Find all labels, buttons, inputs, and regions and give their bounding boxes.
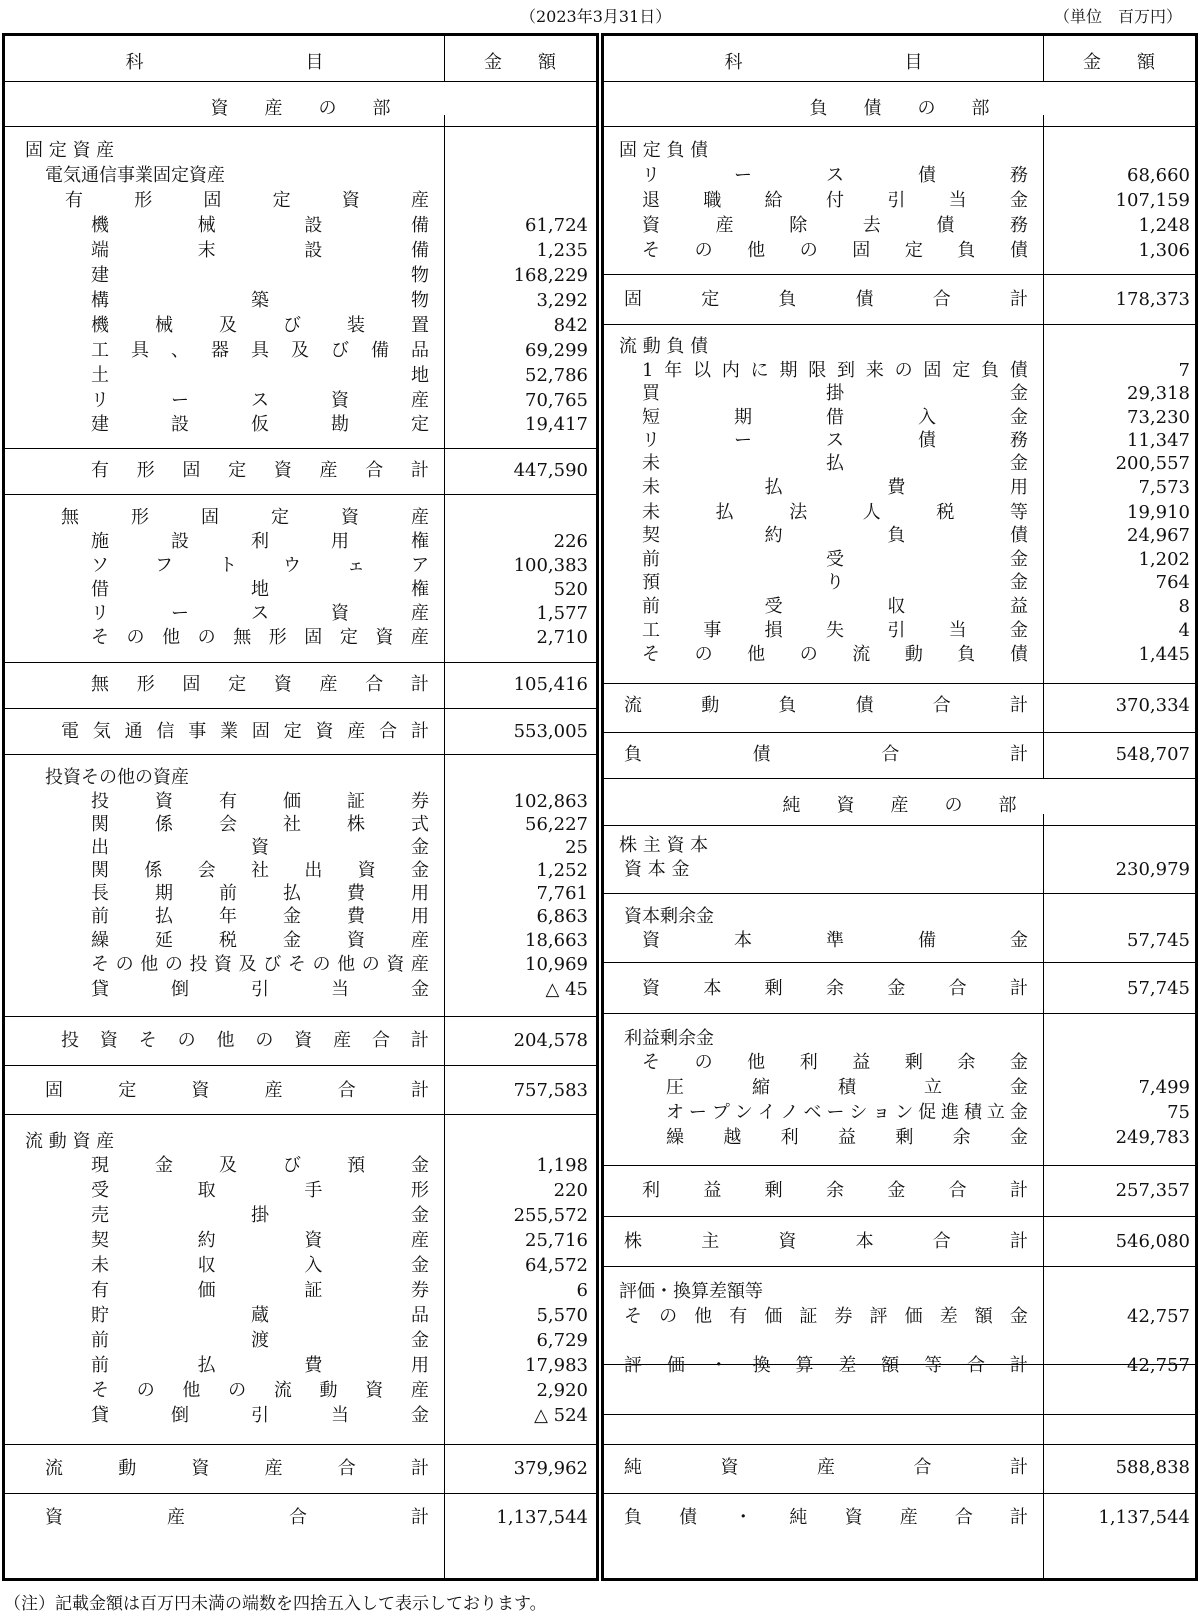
row-amount: 57,745 bbox=[1127, 930, 1190, 951]
row-label: 未 払 金 bbox=[642, 453, 1028, 474]
row-label: リ ー ス 資 産 bbox=[91, 390, 429, 411]
table-row bbox=[604, 1051, 1195, 1075]
row-label: 工 具 、 器 具 及 び 備 品 bbox=[91, 340, 429, 361]
table-row bbox=[604, 189, 1195, 213]
row-amount: 204,578 bbox=[513, 1030, 588, 1051]
table-row bbox=[604, 743, 1195, 767]
table-row bbox=[5, 859, 596, 883]
row-divider bbox=[604, 1165, 1195, 1166]
row-amount: 61,724 bbox=[525, 215, 588, 236]
row-divider bbox=[604, 962, 1195, 963]
row-divider bbox=[5, 448, 596, 449]
row-amount: 548,707 bbox=[1115, 744, 1190, 765]
table-row bbox=[604, 1179, 1195, 1203]
row-label: ソ フ ト ウ ェ ア bbox=[91, 555, 429, 576]
table-row bbox=[604, 382, 1195, 406]
table-row bbox=[5, 905, 596, 929]
row-label: 負 債 合 計 bbox=[624, 744, 1028, 765]
row-label: 借 地 権 bbox=[91, 579, 429, 600]
row-amount: 19,417 bbox=[525, 414, 588, 435]
table-row bbox=[5, 189, 596, 213]
row-amount: 178,373 bbox=[1115, 289, 1190, 310]
table-row bbox=[604, 335, 1195, 359]
table-row bbox=[5, 1506, 596, 1530]
row-amount: 1,577 bbox=[536, 603, 588, 624]
row-label: 関 係 会 社 出 資 金 bbox=[91, 860, 429, 881]
section-title: 純 資 産 の 部 bbox=[782, 795, 1017, 816]
table-row bbox=[5, 626, 596, 650]
table-row bbox=[604, 406, 1195, 430]
table-row bbox=[5, 1154, 596, 1178]
table-row bbox=[604, 694, 1195, 718]
row-label: 流 動 負 債 合 計 bbox=[624, 695, 1028, 716]
row-label: 未 払 費 用 bbox=[642, 477, 1028, 498]
row-label: 資 本 剰 余 金 合 計 bbox=[642, 978, 1028, 999]
row-label: 流 動 資 産 合 計 bbox=[45, 1458, 429, 1479]
table-row bbox=[5, 836, 596, 860]
row-label: 純 資 産 合 計 bbox=[624, 1457, 1028, 1478]
row-divider bbox=[604, 1414, 1195, 1415]
row-divider bbox=[5, 494, 596, 495]
row-label: 端 末 設 備 bbox=[91, 240, 429, 261]
table-row bbox=[604, 1506, 1195, 1530]
table-row bbox=[604, 929, 1195, 953]
table-row bbox=[604, 1305, 1195, 1329]
table-row bbox=[604, 1126, 1195, 1150]
row-amount: 6,863 bbox=[536, 906, 588, 927]
row-amount: 73,230 bbox=[1127, 407, 1190, 428]
row-label: 固 定 負 債 bbox=[619, 140, 709, 161]
table-row bbox=[5, 459, 596, 483]
row-label: そ の 他 利 益 剰 余 金 bbox=[642, 1052, 1028, 1073]
table-row bbox=[5, 602, 596, 626]
row-amount: 553,005 bbox=[513, 721, 588, 742]
row-label: 繰 延 税 金 資 産 bbox=[91, 930, 429, 951]
row-label: 繰 越 利 益 剰 余 金 bbox=[666, 1127, 1028, 1148]
row-amount: 6,729 bbox=[536, 1330, 588, 1351]
row-amount: 1,137,544 bbox=[496, 1507, 588, 1528]
row-amount: 546,080 bbox=[1115, 1231, 1190, 1252]
row-divider bbox=[604, 1216, 1195, 1217]
table-row bbox=[5, 766, 596, 790]
table-row bbox=[604, 1076, 1195, 1100]
row-label: そ の 他 の 流 動 負 債 bbox=[642, 644, 1028, 665]
table-row bbox=[5, 1304, 596, 1328]
row-amount: 3,292 bbox=[536, 290, 588, 311]
row-amount: 42,757 bbox=[1127, 1355, 1190, 1376]
row-label: 資 本 準 備 金 bbox=[642, 930, 1028, 951]
row-amount: 100,383 bbox=[513, 555, 588, 576]
row-label: 株 主 資 本 合 計 bbox=[624, 1231, 1028, 1252]
row-amount: 588,838 bbox=[1115, 1457, 1190, 1478]
row-label: 構 築 物 bbox=[91, 290, 429, 311]
row-divider bbox=[5, 1114, 596, 1115]
table-row bbox=[604, 359, 1195, 383]
row-label: 契 約 負 債 bbox=[642, 525, 1028, 546]
row-label: そ の 他 の 流 動 資 産 bbox=[91, 1380, 429, 1401]
row-label: 評価・換算差額等 bbox=[619, 1281, 763, 1302]
row-amount: 1,252 bbox=[536, 860, 588, 881]
row-divider bbox=[5, 126, 596, 127]
row-label: 無 形 固 定 資 産 合 計 bbox=[91, 674, 429, 695]
row-label: 出 資 金 bbox=[91, 837, 429, 858]
row-divider bbox=[5, 1493, 596, 1494]
row-label: 有 価 証 券 bbox=[91, 1280, 429, 1301]
table-row bbox=[5, 554, 596, 578]
table-row bbox=[604, 139, 1195, 163]
row-label: そ の 他 有 価 証 券 評 価 差 額 金 bbox=[624, 1306, 1028, 1327]
table-row bbox=[5, 530, 596, 554]
row-amount: 7,761 bbox=[536, 883, 588, 904]
row-label: 前 払 費 用 bbox=[91, 1355, 429, 1376]
row-label: 関 係 会 社 株 式 bbox=[91, 814, 429, 835]
row-amount: 107,159 bbox=[1115, 190, 1190, 211]
table-row bbox=[5, 953, 596, 977]
row-amount: 1,235 bbox=[536, 240, 588, 261]
row-label: 退 職 給 付 引 当 金 bbox=[642, 190, 1028, 211]
row-label: 前 受 金 bbox=[642, 549, 1028, 570]
row-divider bbox=[604, 893, 1195, 894]
row-divider bbox=[5, 662, 596, 663]
table-row bbox=[5, 139, 596, 163]
liabilities-net-assets-table bbox=[601, 33, 1198, 1581]
row-amount: 6 bbox=[576, 1280, 588, 1301]
row-amount: 447,590 bbox=[513, 460, 588, 481]
table-row bbox=[604, 571, 1195, 595]
table-row bbox=[604, 595, 1195, 619]
row-amount: 11,347 bbox=[1127, 430, 1190, 451]
table-row bbox=[604, 429, 1195, 453]
row-label: 預 り 金 bbox=[642, 572, 1028, 593]
row-label: 投 資 有 価 証 券 bbox=[91, 791, 429, 812]
table-row bbox=[5, 214, 596, 238]
row-amount: 757,583 bbox=[513, 1080, 588, 1101]
row-divider bbox=[604, 1493, 1195, 1494]
table-row bbox=[5, 929, 596, 953]
row-label: 固 定 資 産 合 計 bbox=[45, 1080, 429, 1101]
table-row bbox=[5, 264, 596, 288]
row-label: 工 事 損 失 引 当 金 bbox=[642, 620, 1028, 641]
row-label: 資 本 金 bbox=[624, 859, 690, 880]
amount-column-header: 金 額 bbox=[484, 52, 556, 73]
row-amount: 168,229 bbox=[513, 265, 588, 286]
row-amount: 75 bbox=[1167, 1102, 1190, 1123]
row-label: 機 械 設 備 bbox=[91, 215, 429, 236]
table-row bbox=[5, 1329, 596, 1353]
table-row bbox=[5, 164, 596, 188]
row-amount: 200,557 bbox=[1115, 453, 1190, 474]
table-row bbox=[5, 239, 596, 263]
table-row bbox=[604, 643, 1195, 667]
row-label: 建 物 bbox=[91, 265, 429, 286]
row-divider bbox=[604, 274, 1195, 275]
table-row bbox=[604, 452, 1195, 476]
row-amount: △ 524 bbox=[534, 1405, 588, 1426]
row-divider bbox=[604, 1266, 1195, 1267]
row-label: 電気通信事業固定資産 bbox=[45, 165, 225, 186]
table-row bbox=[5, 1457, 596, 1481]
table-row bbox=[604, 977, 1195, 1001]
row-label: リ ー ス 債 務 bbox=[642, 165, 1028, 186]
row-amount: 102,863 bbox=[513, 791, 588, 812]
table-row bbox=[604, 1456, 1195, 1480]
row-label: 資本剰余金 bbox=[624, 906, 714, 927]
row-label: リ ー ス 資 産 bbox=[91, 603, 429, 624]
row-amount: 1,445 bbox=[1138, 644, 1190, 665]
row-label: 株 主 資 本 bbox=[619, 835, 709, 856]
row-label: 現 金 及 び 預 金 bbox=[91, 1155, 429, 1176]
table-row bbox=[5, 1254, 596, 1278]
row-label: 契 約 資 産 bbox=[91, 1230, 429, 1251]
row-label: リ ー ス 債 務 bbox=[642, 430, 1028, 451]
row-label: 利 益 剰 余 金 合 計 bbox=[642, 1180, 1028, 1201]
table-row bbox=[5, 1404, 596, 1428]
row-amount: 4 bbox=[1178, 620, 1190, 641]
row-label: 資 産 除 去 債 務 bbox=[642, 215, 1028, 236]
row-amount: 1,137,544 bbox=[1098, 1507, 1190, 1528]
row-label: 流 動 負 債 bbox=[619, 336, 709, 357]
table-row bbox=[5, 673, 596, 697]
footnote: （注）記載金額は百万円未満の端数を四捨五入して表示しております。 bbox=[4, 1594, 547, 1614]
row-label: 投 資 そ の 他 の 資 産 合 計 bbox=[61, 1030, 429, 1051]
row-divider bbox=[5, 708, 596, 709]
row-amount: 8 bbox=[1178, 596, 1190, 617]
row-label: 建 設 仮 勘 定 bbox=[91, 414, 429, 435]
row-amount: 7,499 bbox=[1138, 1077, 1190, 1098]
row-amount: 105,416 bbox=[513, 674, 588, 695]
table-row bbox=[5, 413, 596, 437]
table-row bbox=[5, 1179, 596, 1203]
row-label: 前 払 年 金 費 用 bbox=[91, 906, 429, 927]
row-amount: 24,967 bbox=[1127, 525, 1190, 546]
table-row bbox=[5, 1229, 596, 1253]
row-amount: 68,660 bbox=[1127, 165, 1190, 186]
table-row bbox=[5, 506, 596, 530]
row-label: 土 地 bbox=[91, 365, 429, 386]
table-row bbox=[5, 720, 596, 744]
table-row bbox=[604, 834, 1195, 858]
amount-column-header: 金 額 bbox=[1083, 52, 1155, 73]
row-amount: 18,663 bbox=[525, 930, 588, 951]
row-label: 長 期 前 払 費 用 bbox=[91, 883, 429, 904]
section-title: 資 産 の 部 bbox=[210, 98, 391, 119]
row-label: 無 形 固 定 資 産 bbox=[61, 507, 429, 528]
row-divider bbox=[604, 324, 1195, 325]
row-amount: 25,716 bbox=[525, 1230, 588, 1251]
row-label: 未 払 法 人 税 等 bbox=[642, 502, 1028, 523]
table-row bbox=[604, 214, 1195, 238]
row-label: 前 受 収 益 bbox=[642, 596, 1028, 617]
row-amount: 29,318 bbox=[1127, 383, 1190, 404]
table-row bbox=[5, 389, 596, 413]
row-label: 固 定 資 産 bbox=[25, 140, 115, 161]
row-divider bbox=[604, 825, 1195, 826]
row-divider bbox=[604, 1444, 1195, 1445]
row-amount: 1,306 bbox=[1138, 240, 1190, 261]
row-label: 資 産 合 計 bbox=[45, 1507, 429, 1528]
row-label: 流 動 資 産 bbox=[25, 1131, 115, 1152]
row-label: 買 掛 金 bbox=[642, 383, 1028, 404]
table-row bbox=[5, 314, 596, 338]
row-label: 圧 縮 積 立 金 bbox=[666, 1077, 1028, 1098]
table-row bbox=[5, 339, 596, 363]
row-amount: 1,202 bbox=[1138, 549, 1190, 570]
row-label: 前 渡 金 bbox=[91, 1330, 429, 1351]
row-label: 売 掛 金 bbox=[91, 1205, 429, 1226]
row-amount: 220 bbox=[553, 1180, 588, 1201]
table-row bbox=[604, 1280, 1195, 1304]
section-title: 負 債 の 部 bbox=[809, 98, 990, 119]
row-amount: 764 bbox=[1155, 572, 1190, 593]
row-amount: 257,357 bbox=[1115, 1180, 1190, 1201]
row-label: 評 価 ・ 換 算 差 額 等 合 計 bbox=[624, 1355, 1028, 1376]
row-label: 電 気 通 信 事 業 固 定 資 産 合 計 bbox=[61, 721, 429, 742]
row-amount: 5,570 bbox=[536, 1305, 588, 1326]
row-amount: 56,227 bbox=[525, 814, 588, 835]
row-amount: 7,573 bbox=[1138, 477, 1190, 498]
row-amount: 249,783 bbox=[1115, 1127, 1190, 1148]
row-amount: 52,786 bbox=[525, 365, 588, 386]
row-divider bbox=[604, 1013, 1195, 1014]
table-row bbox=[5, 1279, 596, 1303]
table-row bbox=[5, 978, 596, 1002]
row-label: 有 形 固 定 資 産 bbox=[65, 190, 429, 211]
row-label: オ ー プ ン イ ノ ベ ー シ ョ ン 促 進 積 立 金 bbox=[666, 1102, 1028, 1123]
row-divider bbox=[604, 683, 1195, 684]
table-row bbox=[604, 548, 1195, 572]
table-row bbox=[604, 1354, 1195, 1378]
row-amount: 1,248 bbox=[1138, 215, 1190, 236]
row-divider bbox=[5, 1065, 596, 1066]
subject-column-header: 科 目 bbox=[724, 52, 923, 73]
row-label: 負 債 ・ 純 資 産 合 計 bbox=[624, 1507, 1028, 1528]
row-amount: 10,969 bbox=[525, 954, 588, 975]
row-amount: 842 bbox=[553, 315, 588, 336]
row-label: 利益剰余金 bbox=[624, 1028, 714, 1049]
table-row bbox=[604, 524, 1195, 548]
report-date: （2023年3月31日） bbox=[520, 7, 672, 26]
table-row bbox=[5, 1130, 596, 1154]
table-row bbox=[5, 578, 596, 602]
table-row bbox=[5, 364, 596, 388]
unit-label: （単位 百万円） bbox=[1053, 7, 1182, 26]
row-amount: 1,198 bbox=[536, 1155, 588, 1176]
row-divider bbox=[5, 1444, 596, 1445]
row-label: そ の 他 の 投 資 及 び そ の 他 の 資 産 bbox=[91, 954, 429, 975]
row-amount: 520 bbox=[553, 579, 588, 600]
table-row bbox=[604, 476, 1195, 500]
row-amount: 17,983 bbox=[525, 1355, 588, 1376]
table-row bbox=[5, 1354, 596, 1378]
table-row bbox=[5, 1204, 596, 1228]
row-amount: 379,962 bbox=[513, 1458, 588, 1479]
table-row bbox=[604, 1101, 1195, 1125]
row-amount: 370,334 bbox=[1115, 695, 1190, 716]
row-divider bbox=[5, 754, 596, 755]
row-label: 1 年 以 内 に 期 限 到 来 の 固 定 負 債 bbox=[642, 360, 1028, 381]
row-label: 貯 蔵 品 bbox=[91, 1305, 429, 1326]
table-row bbox=[604, 1027, 1195, 1051]
table-row bbox=[5, 1379, 596, 1403]
row-amount: 70,765 bbox=[525, 390, 588, 411]
table-row bbox=[604, 164, 1195, 188]
row-amount: 57,745 bbox=[1127, 978, 1190, 999]
table-row bbox=[604, 1230, 1195, 1254]
row-label: そ の 他 の 無 形 固 定 資 産 bbox=[91, 627, 429, 648]
row-amount: 7 bbox=[1178, 360, 1190, 381]
row-amount: 42,757 bbox=[1127, 1306, 1190, 1327]
table-row bbox=[5, 1029, 596, 1053]
row-divider bbox=[604, 732, 1195, 733]
row-label: 貸 倒 引 当 金 bbox=[91, 1405, 429, 1426]
row-label: 施 設 利 用 権 bbox=[91, 531, 429, 552]
table-row bbox=[5, 790, 596, 814]
row-divider bbox=[5, 1016, 596, 1017]
table-row bbox=[604, 905, 1195, 929]
table-row bbox=[604, 239, 1195, 263]
table-row bbox=[5, 289, 596, 313]
row-amount: 69,299 bbox=[525, 340, 588, 361]
row-label: そ の 他 の 固 定 負 債 bbox=[642, 240, 1028, 261]
table-row bbox=[5, 1079, 596, 1103]
row-amount: 2,920 bbox=[536, 1380, 588, 1401]
table-row bbox=[5, 882, 596, 906]
row-label: 貸 倒 引 当 金 bbox=[91, 979, 429, 1000]
row-label: 短 期 借 入 金 bbox=[642, 407, 1028, 428]
assets-table bbox=[2, 33, 599, 1581]
row-label: 有 形 固 定 資 産 合 計 bbox=[91, 460, 429, 481]
row-amount: 19,910 bbox=[1127, 502, 1190, 523]
row-amount: 255,572 bbox=[513, 1205, 588, 1226]
row-divider bbox=[604, 126, 1195, 127]
table-row bbox=[604, 288, 1195, 312]
row-amount: 25 bbox=[565, 837, 588, 858]
row-label: 機 械 及 び 装 置 bbox=[91, 315, 429, 336]
row-label: 受 取 手 形 bbox=[91, 1180, 429, 1201]
row-amount: △ 45 bbox=[545, 979, 588, 1000]
table-row bbox=[5, 813, 596, 837]
row-amount: 64,572 bbox=[525, 1255, 588, 1276]
row-amount: 230,979 bbox=[1115, 859, 1190, 880]
row-amount: 2,710 bbox=[536, 627, 588, 648]
table-row bbox=[604, 858, 1195, 882]
row-label: 投資その他の資産 bbox=[45, 767, 189, 788]
row-label: 未 収 入 金 bbox=[91, 1255, 429, 1276]
row-amount: 226 bbox=[553, 531, 588, 552]
subject-column-header: 科 目 bbox=[125, 52, 324, 73]
table-row bbox=[604, 501, 1195, 525]
table-row bbox=[604, 619, 1195, 643]
row-label: 固 定 負 債 合 計 bbox=[624, 289, 1028, 310]
